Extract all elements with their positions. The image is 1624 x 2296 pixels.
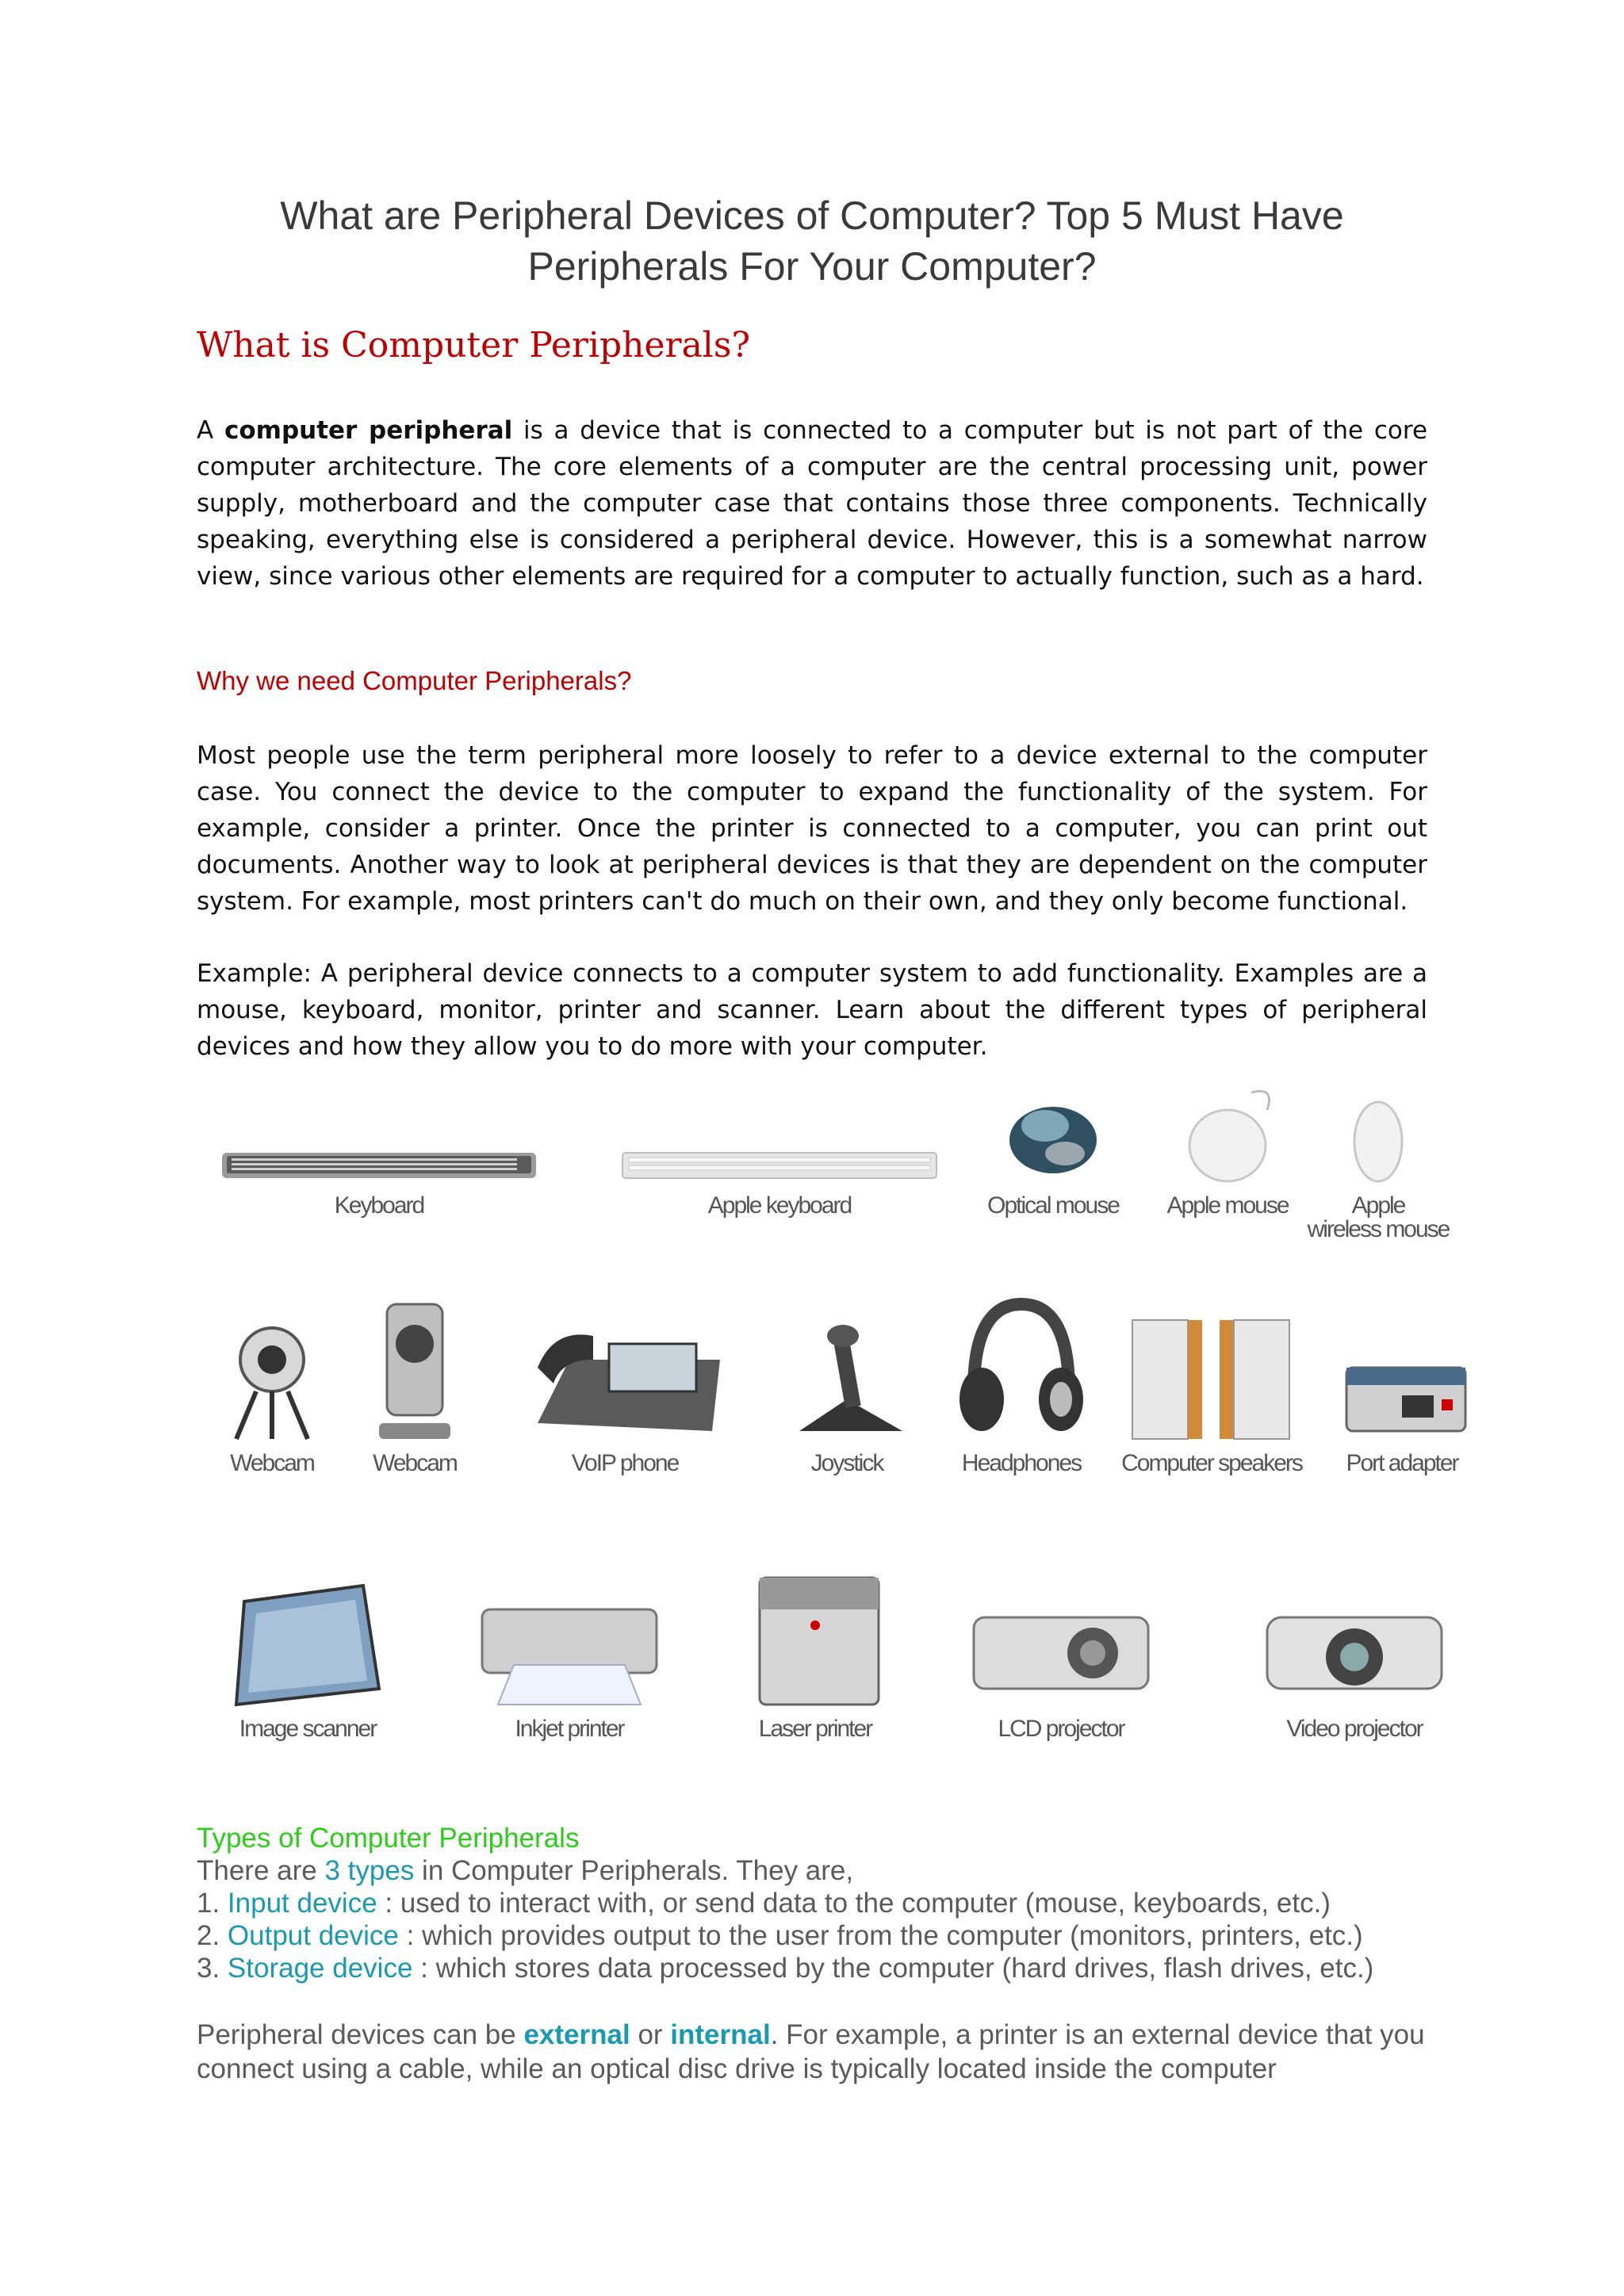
input-device-link[interactable]: Input device [220,1888,377,1919]
apple-wireless-mouse-caption-1: Apple [1351,1192,1405,1219]
internal-term: internal [670,2019,771,2050]
apple-wireless-mouse-caption-2: wireless mouse [1307,1216,1450,1242]
apple-mouse-figure [1156,1086,1299,1218]
webcam-1-figure [213,1312,331,1475]
speakers-icon [1116,1304,1307,1447]
types-item-number: 3. [197,1953,228,1984]
types-item-input [197,1887,1465,1919]
port-adapter-figure [1331,1344,1473,1475]
external-term: external [523,2019,630,2050]
webcam-icon [213,1312,331,1447]
types-intro-lead: There are [197,1855,325,1886]
page-title: What are Peripheral Devices of Computer? Top 5 Must Have Peripherals For Your Computer? [280,193,1344,289]
types-intro-end: in Computer Peripherals. They are, [414,1855,854,1886]
printer-icon [466,1578,672,1712]
types-item-number: 2. [197,1920,228,1951]
lcd-projector-caption: LCD projector [998,1716,1124,1742]
projector-icon [1251,1586,1457,1712]
webcam-1-caption: Webcam [230,1450,314,1476]
example-paragraph: Example: A peripheral device connects to a computer system to add functionality. Examples are a mouse, keyboard, monitor, printer and scanner. Learn about the different types of peripheral devices and how they allow you to do more with your computer. [197,959,1427,1061]
storage-device-link[interactable]: Storage device [227,1953,413,1984]
voip-phone-figure [522,1312,728,1475]
laser-printer-caption: Laser printer [758,1716,872,1742]
types-item-number: 1. [197,1888,220,1919]
keyboard-icon [220,1142,538,1189]
types-section [197,1822,1465,1984]
video-projector-figure [1251,1586,1457,1741]
joystick-caption: Joystick [810,1450,883,1476]
laser-printer-figure [736,1562,894,1741]
keyboard-caption: Keyboard [334,1192,424,1219]
apple-keyboard-figure [621,1142,938,1218]
peripherals-figure [197,1086,1465,1752]
headphones-figure [942,1288,1101,1475]
types-item-desc: : which stores data processed by the computer (hard drives, flash drives, etc.) [412,1953,1374,1984]
lcd-projector-figure [958,1586,1164,1741]
types-item-desc: : which provides output to the user from the computer (monitors, printers, etc.) [398,1920,1363,1951]
webcam-icon [355,1296,474,1447]
projector-icon [958,1586,1164,1712]
optical-mouse-caption: Optical mouse [987,1192,1119,1219]
types-intro [197,1854,1465,1887]
closing-paragraph [197,2018,1465,2086]
joystick-figure [768,1304,926,1475]
apple-keyboard-caption: Apple keyboard [707,1192,852,1219]
joystick-icon [768,1304,926,1447]
inkjet-printer-figure [466,1578,672,1741]
types-item-desc: : used to interact with, or send data to the computer (mouse, keyboards, etc.) [377,1888,1331,1919]
webcam-2-figure [355,1296,474,1475]
port-adapter-caption: Port adapter [1346,1450,1458,1476]
output-device-link[interactable]: Output device [227,1920,399,1951]
apple-keyboard-icon [621,1142,938,1189]
apple-wireless-mouse-icon [1299,1086,1457,1189]
keyboard-figure [220,1142,538,1218]
image-scanner-caption: Image scanner [239,1716,377,1742]
types-item-output [197,1919,1465,1952]
types-count: 3 types [324,1855,415,1886]
closing-or: or [630,2019,671,2050]
webcam-2-caption: Webcam [373,1450,457,1476]
intro-lead: A [197,416,224,445]
intro-paragraph [197,412,1427,595]
printer-icon [736,1562,894,1712]
headphones-icon [942,1288,1101,1447]
port-adapter-icon [1331,1344,1473,1447]
apple-mouse-caption: Apple mouse [1166,1192,1289,1219]
computer-speakers-figure [1116,1304,1307,1475]
apple-wireless-mouse-figure [1299,1086,1457,1242]
section-heading-what-is: What is Computer Peripherals? [197,325,751,365]
voip-phone-caption: VoIP phone [571,1450,679,1476]
apple-mouse-icon [1156,1086,1299,1189]
phone-icon [522,1312,728,1447]
headphones-caption: Headphones [961,1450,1082,1476]
intro-bold-term: computer peripheral [224,416,513,445]
video-projector-caption: Video projector [1286,1716,1423,1742]
optical-mouse-icon [978,1086,1128,1189]
closing-lead: Peripheral devices can be [197,2019,524,2050]
optical-mouse-figure [978,1086,1128,1218]
scanner-icon [220,1570,395,1712]
computer-speakers-caption: Computer speakers [1121,1450,1302,1476]
image-scanner-figure [220,1570,395,1741]
types-item-storage [197,1952,1465,1984]
section-heading-why: Why we need Computer Peripherals? [197,666,632,695]
intro-body: is a device that is connected to a computer but is not part of the core computer architecture. The core elements of a computer are the central processing unit, power supply, motherboard and the computer case that contains those three components. Technically speaking, everything else is considered a peripheral device. However, this is a somewhat narrow view, since various other elements are required for a computer to actually function, such as a hard. [197,416,1428,591]
inkjet-printer-caption: Inkjet printer [515,1716,624,1742]
types-heading: Types of Computer Peripherals [197,1823,580,1854]
closing-body: . For example, a printer is an external device that you connect using a cable, while an optical disc drive is typically located inside the computer [197,2019,1425,2084]
why-paragraph: Most people use the term peripheral more loosely to refer to a device external to the computer case. You connect the device to the computer to expand the functionality of the system. For example, consider a printer. Once the printer is connected to a computer, you can print out documents. Another way to look at peripheral devices is that they are dependent on the computer system. For example, most printers can't do much on their own, and they only become functional. [197,741,1427,916]
